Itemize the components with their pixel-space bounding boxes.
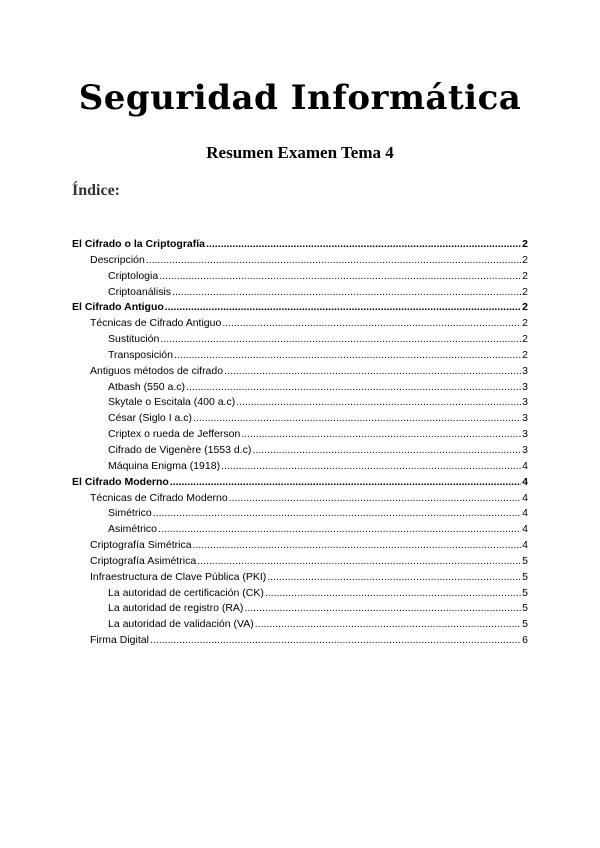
toc-entry[interactable] bbox=[72, 427, 528, 443]
toc-entry[interactable] bbox=[72, 570, 528, 586]
toc-entry-page: 4 bbox=[522, 507, 528, 520]
toc-dot-leader bbox=[229, 491, 521, 507]
toc-entry[interactable] bbox=[72, 253, 528, 269]
toc-dot-leader bbox=[170, 475, 521, 491]
toc-entry-title: Criptoanálisis bbox=[108, 285, 172, 298]
toc-entry[interactable] bbox=[72, 269, 528, 285]
toc-entry-page: 2 bbox=[522, 238, 528, 250]
toc-entry-title: Skytale o Escitala (400 a.c) bbox=[108, 396, 236, 409]
toc-entry-title: Criptografía Asimétrica bbox=[90, 554, 197, 567]
toc-entry[interactable] bbox=[72, 459, 528, 475]
toc-entry[interactable] bbox=[72, 364, 528, 380]
toc-entry[interactable] bbox=[72, 348, 528, 364]
toc-entry-page: 3 bbox=[522, 412, 528, 425]
toc-dot-leader bbox=[236, 395, 521, 411]
toc-entry[interactable] bbox=[72, 522, 528, 538]
toc-entry-title: La autoridad de validación (VA) bbox=[108, 618, 254, 631]
table-of-contents bbox=[72, 237, 528, 649]
toc-entry[interactable] bbox=[72, 491, 528, 507]
index-heading: Índice: bbox=[72, 182, 120, 199]
toc-dot-leader bbox=[150, 633, 521, 649]
toc-entry-page: 4 bbox=[522, 459, 528, 472]
toc-entry[interactable] bbox=[72, 538, 528, 554]
toc-entry-title: Transposición bbox=[108, 348, 173, 361]
toc-entry-title: Infraestructura de Clave Pública (PKI) bbox=[90, 570, 267, 583]
toc-entry-page: 4 bbox=[522, 491, 528, 504]
toc-entry[interactable] bbox=[72, 411, 528, 427]
toc-entry-page: 2 bbox=[522, 317, 528, 330]
toc-dot-leader bbox=[158, 522, 521, 538]
toc-entry-page: 4 bbox=[522, 475, 528, 488]
toc-entry[interactable] bbox=[72, 237, 528, 253]
toc-entry-title: Criptologia bbox=[108, 269, 159, 282]
toc-entry-page: 2 bbox=[522, 301, 528, 314]
toc-entry[interactable] bbox=[72, 633, 528, 649]
toc-entry-title: Simétrico bbox=[108, 507, 152, 520]
toc-entry-page: 5 bbox=[522, 602, 528, 615]
toc-entry-page: 2 bbox=[522, 285, 528, 298]
toc-entry-page: 5 bbox=[522, 570, 528, 583]
document-title: Seguridad Informática bbox=[78, 78, 522, 118]
toc-entry-title: Asimétrico bbox=[108, 523, 158, 536]
toc-entry[interactable] bbox=[72, 617, 528, 633]
toc-dot-leader bbox=[252, 443, 521, 459]
toc-entry-title: Sustitución bbox=[108, 333, 160, 346]
toc-entry[interactable] bbox=[72, 380, 528, 396]
toc-entry-page: 4 bbox=[522, 539, 528, 552]
toc-entry-title: César (Siglo I a.c) bbox=[108, 412, 193, 425]
toc-entry-title: El Cifrado Moderno bbox=[72, 475, 169, 488]
toc-entry-page: 3 bbox=[522, 364, 528, 377]
toc-entry-title: Descripción bbox=[90, 253, 145, 266]
toc-dot-leader bbox=[265, 586, 521, 602]
toc-entry-title: La autoridad de certificación (CK) bbox=[108, 586, 264, 599]
toc-entry-page: 2 bbox=[522, 269, 528, 282]
toc-entry-title: Criptografía Simétrica bbox=[90, 539, 192, 552]
toc-entry[interactable] bbox=[72, 332, 528, 348]
toc-entry[interactable] bbox=[72, 443, 528, 459]
toc-entry[interactable] bbox=[72, 300, 528, 316]
toc-dot-leader bbox=[160, 332, 521, 348]
toc-dot-leader bbox=[172, 285, 521, 301]
toc-entry-page: 2 bbox=[522, 333, 528, 346]
toc-dot-leader bbox=[186, 380, 521, 396]
toc-entry-title: Técnicas de Cifrado Antiguo bbox=[90, 317, 222, 330]
toc-entry[interactable] bbox=[72, 586, 528, 602]
toc-entry-page: 3 bbox=[522, 428, 528, 441]
toc-dot-leader bbox=[224, 364, 521, 380]
toc-entry[interactable] bbox=[72, 506, 528, 522]
toc-entry-page: 4 bbox=[522, 523, 528, 536]
toc-entry-title: Cifrado de Vigenère (1553 d.c) bbox=[108, 443, 252, 456]
toc-entry-page: 2 bbox=[522, 253, 528, 266]
toc-dot-leader bbox=[244, 601, 521, 617]
toc-dot-leader bbox=[255, 617, 521, 633]
toc-entry-title: Antiguos métodos de cifrado bbox=[90, 364, 224, 377]
document-subtitle: Resumen Examen Tema 4 bbox=[206, 143, 394, 162]
toc-entry[interactable] bbox=[72, 395, 528, 411]
toc-entry[interactable] bbox=[72, 285, 528, 301]
toc-entry-page: 2 bbox=[522, 348, 528, 361]
toc-entry-title: Criptex o rueda de Jefferson bbox=[108, 428, 241, 441]
toc-dot-leader bbox=[206, 237, 521, 253]
toc-entry[interactable] bbox=[72, 554, 528, 570]
toc-entry-title: Firma Digital bbox=[90, 634, 149, 647]
toc-dot-leader bbox=[153, 506, 521, 522]
toc-dot-leader bbox=[221, 459, 521, 475]
toc-entry-title: Técnicas de Cifrado Moderno bbox=[90, 491, 228, 504]
toc-dot-leader bbox=[159, 269, 521, 285]
toc-dot-leader bbox=[267, 570, 521, 586]
toc-dot-leader bbox=[241, 427, 521, 443]
toc-dot-leader bbox=[165, 300, 521, 316]
toc-entry-title: Atbash (550 a.c) bbox=[108, 380, 186, 393]
toc-dot-leader bbox=[193, 411, 521, 427]
toc-dot-leader bbox=[222, 316, 521, 332]
toc-dot-leader bbox=[174, 348, 521, 364]
toc-entry-title: Máquina Enigma (1918) bbox=[108, 459, 221, 472]
toc-dot-leader bbox=[146, 253, 521, 269]
toc-entry-title: El Cifrado o la Criptografía bbox=[72, 238, 206, 250]
toc-entry-page: 5 bbox=[522, 586, 528, 599]
toc-entry[interactable] bbox=[72, 316, 528, 332]
toc-entry-title: El Cifrado Antiguo bbox=[72, 301, 164, 314]
toc-dot-leader bbox=[193, 538, 522, 554]
toc-entry-title: La autoridad de registro (RA) bbox=[108, 602, 244, 615]
toc-entry[interactable] bbox=[72, 601, 528, 617]
toc-entry-page: 3 bbox=[522, 380, 528, 393]
toc-entry-page: 6 bbox=[522, 634, 528, 647]
toc-entry-page: 3 bbox=[522, 396, 528, 409]
toc-entry-page: 5 bbox=[522, 554, 528, 567]
toc-entry[interactable] bbox=[72, 475, 528, 491]
toc-dot-leader bbox=[197, 554, 521, 570]
toc-entry-page: 5 bbox=[522, 618, 528, 631]
toc-entry-page: 3 bbox=[522, 443, 528, 456]
